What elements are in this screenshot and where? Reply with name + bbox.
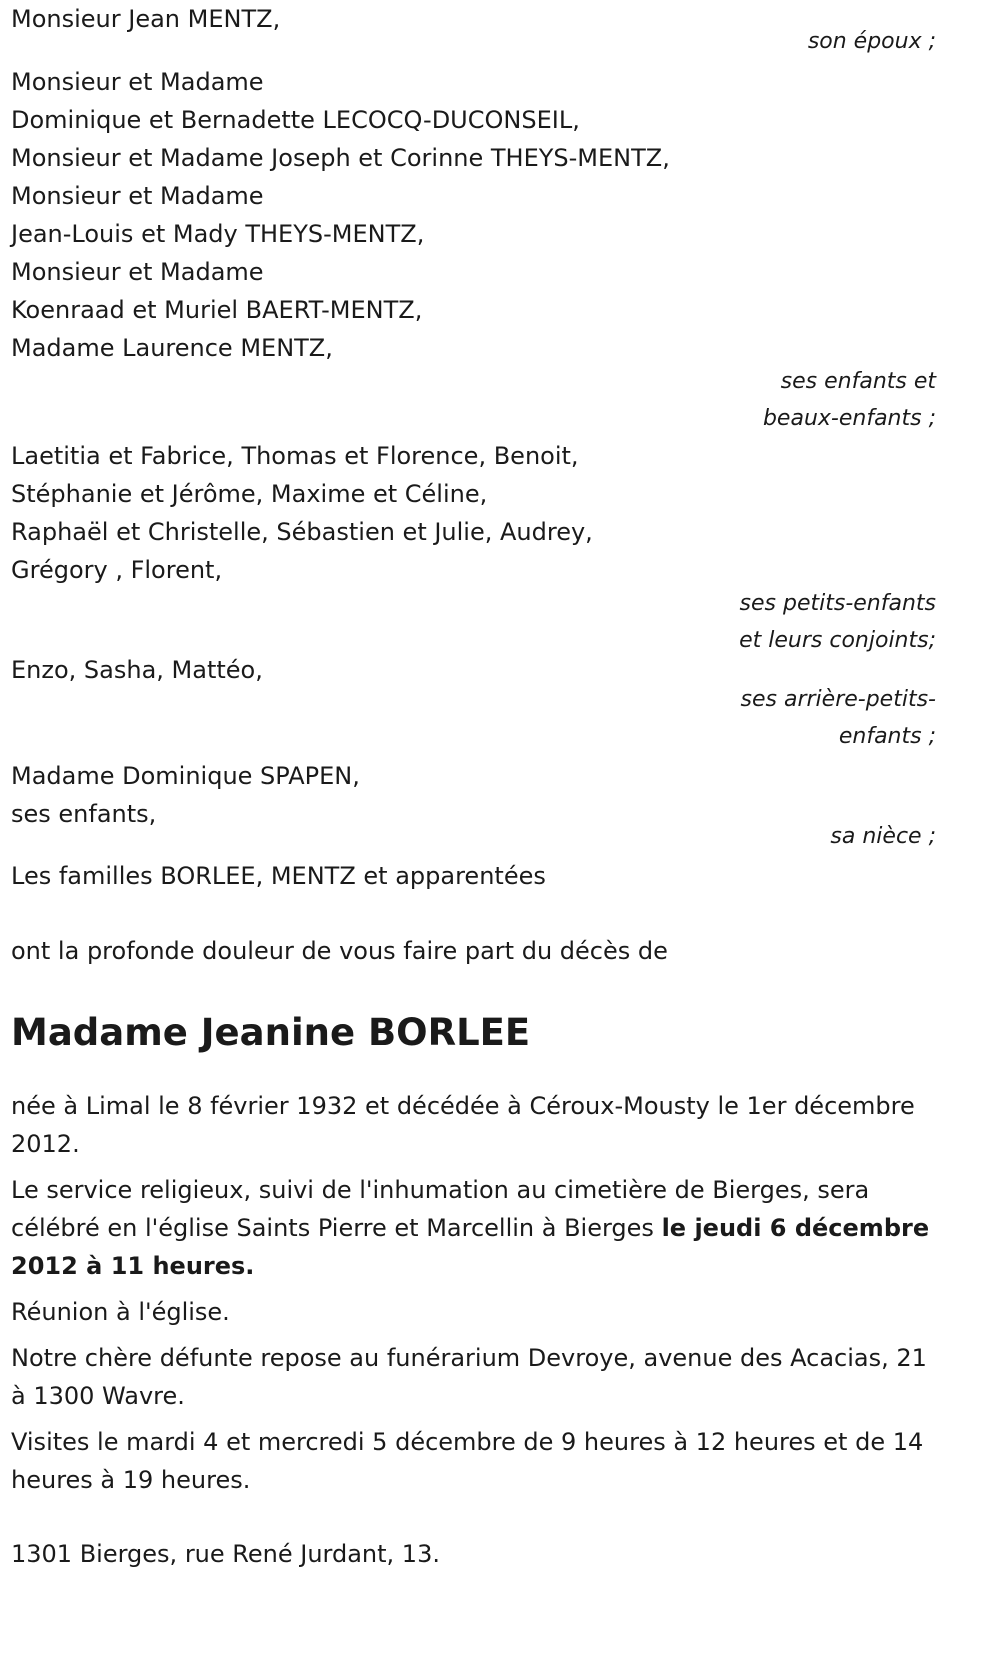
grandchildren-name-line: Laetitia et Fabrice, Thomas et Florence, Benoit, <box>11 442 579 470</box>
service-details <box>11 1171 936 1285</box>
niece-name-line: Madame Dominique SPAPEN, <box>11 762 360 790</box>
funeral-home-details: Notre chère défunte repose au funérarium Devroye, avenue des Acacias, 21 à 1300 Wavre. <box>11 1344 927 1410</box>
grandchildren-name-line: Stéphanie et Jérôme, Maxime et Céline, <box>11 480 488 508</box>
children-name-line: Dominique et Bernadette LECOCQ-DUCONSEIL, <box>11 106 580 134</box>
spouse-name: Monsieur Jean MENTZ, <box>11 5 281 33</box>
service-text: Le service religieux, suivi de l'inhumation au cimetière de Bierges, sera célébré en l'église Saints Pierre et Marcellin à Bierges <box>11 1176 870 1242</box>
great-grandchildren-role: ses arrière-petits- <box>740 687 936 712</box>
great-grandchildren-names: Enzo, Sasha, Mattéo, <box>11 656 263 684</box>
children-role: beaux-enfants ; <box>762 406 936 431</box>
children-name-line: Jean-Louis et Mady THEYS-MENTZ, <box>11 220 425 248</box>
announcement-text: ont la profonde douleur de vous faire part du décès de <box>11 937 668 965</box>
niece-name-line: ses enfants, <box>11 800 157 828</box>
families-group <box>11 857 936 895</box>
grandchildren-role: ses petits-enfants <box>739 591 936 616</box>
children-group <box>11 63 936 437</box>
great-grandchildren-role: enfants ; <box>838 724 936 749</box>
spouse-group <box>11 0 936 60</box>
meeting-details: Réunion à l'église. <box>11 1298 230 1326</box>
grandchildren-name-line: Raphaël et Christelle, Sébastien et Julie, Audrey, <box>11 518 593 546</box>
great-grandchildren-group <box>11 651 936 755</box>
grandchildren-role: et leurs conjoints; <box>739 628 936 653</box>
children-name-line: Madame Laurence MENTZ, <box>11 334 333 362</box>
children-name-line: Monsieur et Madame <box>11 68 264 96</box>
niece-role: sa nièce ; <box>830 824 936 849</box>
children-name-line: Monsieur et Madame <box>11 258 264 286</box>
grandchildren-group <box>11 437 936 659</box>
family-address: 1301 Bierges, rue René Jurdant, 13. <box>11 1540 440 1568</box>
birth-death-details: née à Limal le 8 février 1932 et décédée à Céroux-Mousty le 1er décembre 2012. <box>11 1092 915 1158</box>
niece-group <box>11 757 936 855</box>
deceased-name: Madame Jeanine BORLEE <box>11 1011 531 1054</box>
children-name-line: Koenraad et Muriel BAERT-MENTZ, <box>11 296 423 324</box>
children-name-line: Monsieur et Madame <box>11 182 264 210</box>
spouse-role: son époux ; <box>807 29 936 54</box>
children-name-line: Monsieur et Madame Joseph et Corinne THEYS-MENTZ, <box>11 144 670 172</box>
grandchildren-name-line: Grégory , Florent, <box>11 556 223 584</box>
obituary-notice <box>11 0 936 1573</box>
visits-details: Visites le mardi 4 et mercredi 5 décembre de 9 heures à 12 heures et de 14 heures à 19 heures. <box>11 1428 924 1494</box>
children-role: ses enfants et <box>780 369 936 394</box>
service-datetime: le jeudi 6 décembre 2012 à 11 heures. <box>11 1214 930 1280</box>
families-line: Les familles BORLEE, MENTZ et apparentées <box>11 862 546 890</box>
